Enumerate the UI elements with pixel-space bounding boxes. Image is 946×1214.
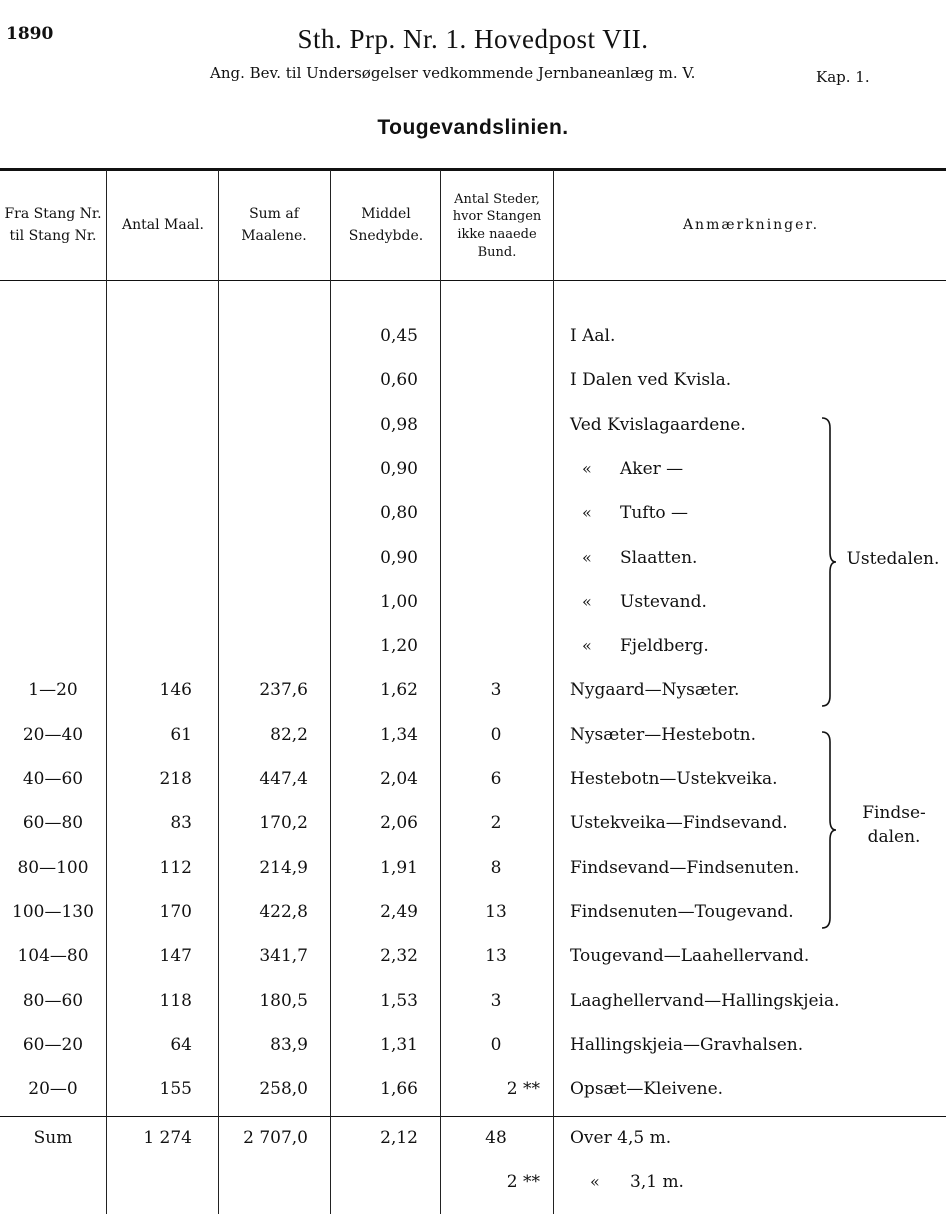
row-middel-snedybde: 1,62: [380, 680, 418, 700]
row-sum-maalene: [218, 580, 308, 624]
row-fra-stang: 60—20: [22, 1035, 84, 1055]
row-antal-steder: [440, 580, 552, 624]
ditto-mark: «: [582, 548, 592, 567]
row-antal-maal: 147: [159, 946, 192, 966]
row-middel-snedybde: 1,34: [380, 725, 418, 745]
row-antal-steder: 3: [490, 680, 502, 700]
row-anmaerkning: Ustevand.: [620, 592, 707, 612]
row-middel-snedybde: 0,45: [380, 326, 418, 346]
ditto-mark: «: [590, 1172, 600, 1191]
row-antal-steder: 2 **: [506, 1079, 540, 1099]
ditto-mark: «: [582, 592, 592, 611]
row-antal-steder: [440, 491, 552, 535]
row-antal-maal: [106, 624, 192, 668]
row-fra-stang: 40—60: [22, 769, 84, 789]
header-antal-maal: Antal Maal.: [122, 217, 204, 234]
row-middel-snedybde: 0,80: [380, 503, 418, 523]
row-sum-maalene: 341,7: [259, 946, 308, 966]
row-sum-maalene: 170,2: [259, 813, 308, 833]
row-sum-maalene: 180,5: [259, 991, 308, 1011]
row-antal-maal: [106, 358, 192, 402]
row-antal-maal: 83: [170, 813, 192, 833]
row-anmaerkning: Opsæt—Kleivene.: [570, 1079, 724, 1099]
extra-anmaerkning: 3,1 m.: [630, 1172, 684, 1192]
row-sum-maalene: [218, 491, 308, 535]
row-anmaerkning: Hallingskjeia—Gravhalsen.: [570, 1035, 804, 1055]
column-divider: [553, 170, 554, 1214]
row-antal-maal: 64: [170, 1035, 192, 1055]
row-antal-steder: [440, 314, 552, 358]
row-anmaerkning: Ved Kvislagaardene.: [570, 415, 746, 435]
row-antal-maal: [106, 403, 192, 447]
row-sum-maalene: [218, 447, 308, 491]
row-antal-maal: [106, 580, 192, 624]
row-middel-snedybde: 1,66: [380, 1079, 418, 1099]
row-sum-maalene: [218, 536, 308, 580]
ditto-mark: «: [582, 503, 592, 522]
row-anmaerkning: Ustekveika—Findsevand.: [570, 813, 788, 833]
row-middel-snedybde: 1,91: [380, 858, 418, 878]
row-middel-snedybde: 1,20: [380, 636, 418, 656]
row-middel-snedybde: 2,06: [380, 813, 418, 833]
table-top-rule: [0, 168, 946, 171]
row-fra-stang: 100—130: [12, 902, 94, 922]
row-anmaerkning: Slaatten.: [620, 548, 698, 568]
row-antal-maal: 218: [159, 769, 192, 789]
sum-maalene: 2 707,0: [243, 1128, 308, 1148]
row-sum-maalene: [218, 358, 308, 402]
row-fra-stang: 104—80: [17, 946, 89, 966]
header-antal-steder: Antal Steder, hvor Stangen ikke naaede Bund.: [452, 191, 542, 260]
row-antal-maal: 155: [159, 1079, 192, 1099]
row-anmaerkning: Findsevand—Findsenuten.: [570, 858, 800, 878]
row-sum-maalene: [218, 624, 308, 668]
sum-middel: 2,12: [380, 1128, 418, 1148]
group-label-findsedalen: Findse- dalen.: [862, 803, 926, 847]
row-middel-snedybde: 1,31: [380, 1035, 418, 1055]
page-title: Sth. Prp. Nr. 1. Hovedpost VII.: [297, 24, 649, 54]
header-anmaerkninger: Anmærkninger.: [682, 217, 820, 234]
row-antal-maal: 118: [159, 991, 192, 1011]
page-year: 1890: [6, 24, 54, 44]
row-sum-maalene: [218, 314, 308, 358]
group-label-ustedalen: Ustedalen.: [846, 549, 940, 569]
row-antal-steder: [440, 403, 552, 447]
row-sum-maalene: 447,4: [259, 769, 308, 789]
ditto-mark: «: [582, 636, 592, 655]
header-middel-snedybde: Middel Snedybde.: [348, 206, 424, 244]
row-fra-stang: [0, 314, 106, 358]
row-middel-snedybde: 0,90: [380, 548, 418, 568]
row-anmaerkning: Tufto —: [620, 503, 689, 523]
row-middel-snedybde: 0,90: [380, 459, 418, 479]
row-fra-stang: [0, 536, 106, 580]
row-fra-stang: [0, 491, 106, 535]
row-anmaerkning: I Aal.: [570, 326, 616, 346]
row-antal-maal: 61: [170, 725, 192, 745]
row-middel-snedybde: 2,04: [380, 769, 418, 789]
row-middel-snedybde: 0,60: [380, 370, 418, 390]
sum-antal: 1 274: [143, 1128, 192, 1148]
row-antal-steder: 13: [485, 902, 507, 922]
row-antal-steder: [440, 536, 552, 580]
row-antal-maal: [106, 536, 192, 580]
row-anmaerkning: Nygaard—Nysæter.: [570, 680, 740, 700]
header-sum-maalene: Sum af Maalene.: [241, 206, 307, 244]
header-bottom-rule: [0, 280, 946, 281]
header-fra-stang: Fra Stang Nr. til Stang Nr.: [4, 206, 102, 244]
row-middel-snedybde: 2,49: [380, 902, 418, 922]
row-sum-maalene: 214,9: [259, 858, 308, 878]
row-antal-steder: 13: [485, 946, 507, 966]
row-sum-maalene: 82,2: [270, 725, 308, 745]
row-fra-stang: 80—100: [17, 858, 89, 878]
row-anmaerkning: Findsenuten—Tougevand.: [570, 902, 794, 922]
ditto-mark: «: [582, 459, 592, 478]
row-fra-stang: [0, 403, 106, 447]
row-fra-stang: 60—80: [22, 813, 84, 833]
row-antal-steder: [440, 447, 552, 491]
row-fra-stang: [0, 580, 106, 624]
row-fra-stang: 80—60: [22, 991, 84, 1011]
chapter-label: Kap. 1.: [816, 68, 870, 86]
row-sum-maalene: [218, 403, 308, 447]
row-sum-maalene: 83,9: [270, 1035, 308, 1055]
row-anmaerkning: Tougevand—Laahellervand.: [570, 946, 810, 966]
row-fra-stang: 20—0: [28, 1079, 78, 1099]
sum-anmaerkning: Over 4,5 m.: [570, 1128, 672, 1148]
row-antal-steder: 0: [490, 1035, 502, 1055]
sum-steder: 48: [485, 1128, 507, 1148]
row-fra-stang: 20—40: [22, 725, 84, 745]
row-antal-maal: [106, 491, 192, 535]
row-antal-maal: 146: [159, 680, 192, 700]
row-antal-steder: 8: [490, 858, 502, 878]
row-anmaerkning: Aker —: [620, 459, 684, 479]
row-antal-maal: 170: [159, 902, 192, 922]
row-fra-stang: [0, 358, 106, 402]
row-antal-maal: 112: [159, 858, 192, 878]
row-anmaerkning: Hestebotn—Ustekveika.: [570, 769, 778, 789]
row-antal-steder: [440, 624, 552, 668]
row-middel-snedybde: 0,98: [380, 415, 418, 435]
row-antal-maal: [106, 447, 192, 491]
row-antal-steder: 3: [490, 991, 502, 1011]
findsedalen-brace: [818, 730, 838, 930]
row-antal-steder: 0: [490, 725, 502, 745]
section-heading: Tougevandslinien.: [377, 116, 569, 139]
row-antal-steder: 2: [490, 813, 502, 833]
row-anmaerkning: Laaghellervand—Hallingskjeia.: [570, 991, 840, 1011]
row-sum-maalene: 422,8: [259, 902, 308, 922]
row-antal-steder: [440, 358, 552, 402]
extra-steder: 2 **: [506, 1172, 540, 1192]
row-anmaerkning: Nysæter—Hestebotn.: [570, 725, 757, 745]
row-anmaerkning: I Dalen ved Kvisla.: [570, 370, 732, 390]
row-fra-stang: [0, 447, 106, 491]
sum-label: Sum: [33, 1128, 73, 1148]
ustedalen-brace: [818, 416, 838, 708]
row-sum-maalene: 237,6: [259, 680, 308, 700]
row-anmaerkning: Fjeldberg.: [620, 636, 709, 656]
row-antal-maal: [106, 314, 192, 358]
row-fra-stang: [0, 624, 106, 668]
row-fra-stang: 1—20: [28, 680, 78, 700]
row-middel-snedybde: 1,53: [380, 991, 418, 1011]
row-sum-maalene: 258,0: [259, 1079, 308, 1099]
row-antal-steder: 6: [490, 769, 502, 789]
row-middel-snedybde: 1,00: [380, 592, 418, 612]
page-subtitle: Ang. Bev. til Undersøgelser vedkommende Jernbaneanlæg m. V.: [210, 64, 696, 82]
row-middel-snedybde: 2,32: [380, 946, 418, 966]
